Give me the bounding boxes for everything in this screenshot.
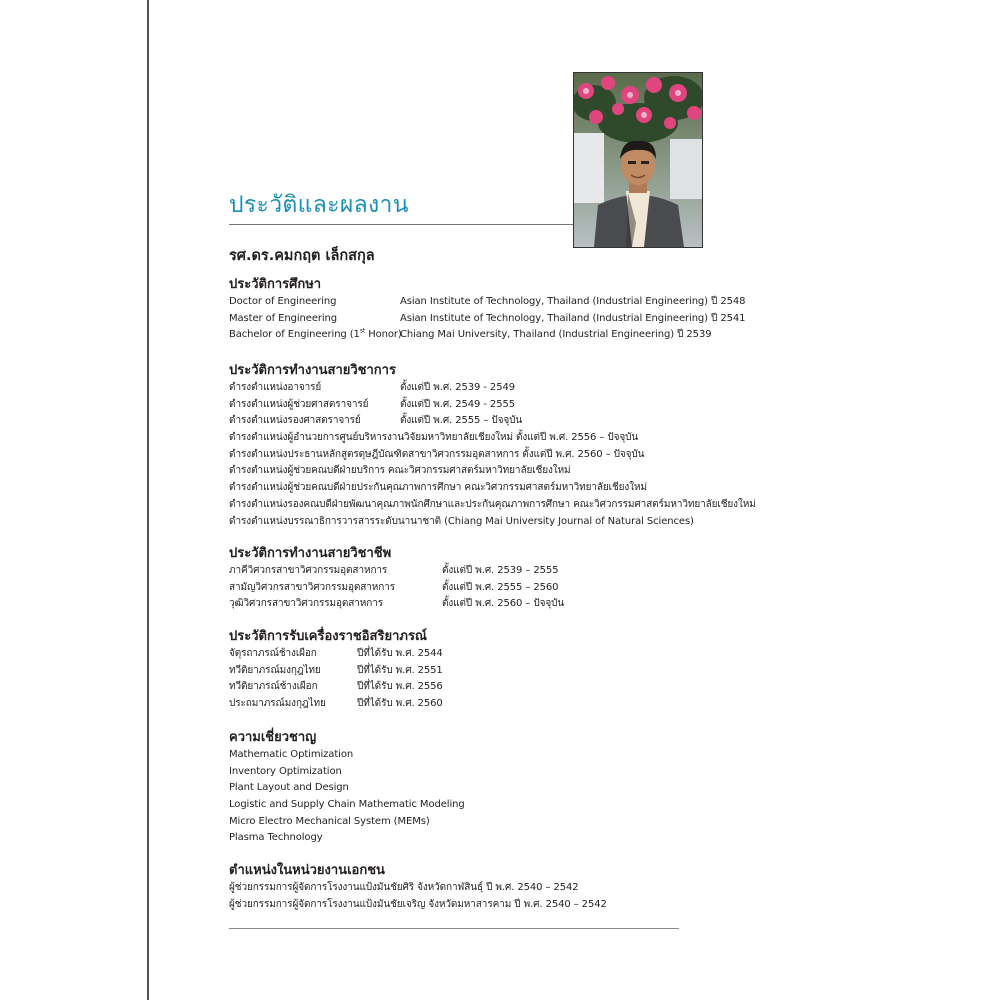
decoration-row [229,679,443,696]
degree: Doctor of Engineering [229,296,337,307]
expertise-item: Inventory Optimization [229,765,342,777]
degree: Master of Engineering [229,312,338,324]
institution: Chiang Mai University, Thailand (Industrial Engineering) ปี 2539 [400,329,712,341]
royal-decorations-section [229,628,443,713]
license-level: สามัญวิศวกรสาขาวิศวกรรมอุตสาหการ [229,581,396,593]
page-binding-edge [147,0,149,1000]
private-position-item: ผู้ช่วยกรรมการผู้จัดการโรงงานแป้งมันชัยเจริญ จังหวัดมหาสารคาม ปี พ.ศ. 2540 – 2542 [229,898,607,910]
education-section [229,276,746,344]
academic-career-section [229,362,756,530]
decoration-row [229,696,443,713]
award-year: ปีที่ได้รับ พ.ศ. 2556 [357,681,443,693]
page-title: ประวัติและผลงาน [229,192,409,218]
expertise-heading: ความเชี่ยวชาญ [229,730,317,745]
private-sector-heading: ตำแหน่งในหน่วยงานเอกชน [229,863,385,878]
expertise-item: Plant Layout and Design [229,782,349,794]
person-name: รศ.ดร.คมกฤต เล็กสกุล [229,248,375,264]
academic-line: ดำรงตำแหน่งประธานหลักสูตรดุษฎีบัณฑิตสาขาวิศวกรรมอุตสาหการ ตั้งแต่ปี พ.ศ. 2560 – ปัจจุบัน [229,448,645,460]
institution: Asian Institute of Technology, Thailand (Industrial Engineering) ปี 2541 [400,312,746,324]
academic-line: ดำรงตำแหน่งรองคณบดีฝ่ายพัฒนาคุณภาพนักศึกษาและประกันคุณภาพการศึกษา คณะวิศวกรรมศาสตร์มหาวิทยาลัยเชียงใหม่ [229,498,756,510]
professional-license-row [229,580,559,597]
institution: Asian Institute of Technology, Thailand (Industrial Engineering) ปี 2548 [400,296,746,307]
expertise-item: Mathematic Optimization [229,749,354,760]
position: ดำรงตำแหน่งผู้ช่วยศาสตราจารย์ [229,398,369,410]
portrait-photo [573,72,703,248]
private-sector-section [229,862,607,913]
period: ตั้งแต่ปี พ.ศ. 2539 - 2549 [400,382,515,393]
period: ตั้งแต่ปี พ.ศ. 2555 – 2560 [442,581,559,593]
decoration: จัตุรถาภรณ์ช้างเผือก [229,648,317,659]
title-divider [229,224,573,225]
license-level: วุฒิวิศวกรสาขาวิศวกรรมอุตสาหการ [229,598,384,610]
private-position-item: ผู้ช่วยกรรมการผู้จัดการโรงงานแป้งมันชัยศิริ จังหวัดกาฬสินธุ์ ปี พ.ศ. 2540 – 2542 [229,882,579,893]
award-year: ปีที่ได้รับ พ.ศ. 2551 [357,664,443,676]
bottom-divider [229,928,679,929]
period: ตั้งแต่ปี พ.ศ. 2539 – 2555 [442,565,559,576]
position: ดำรงตำแหน่งรองศาสตราจารย์ [229,415,361,427]
royal-decorations-heading: ประวัติการรับเครื่องราชอิสริยาภรณ์ [229,629,427,644]
expertise-item: Plasma Technology [229,832,323,844]
academic-position-row [229,413,756,430]
period: ตั้งแต่ปี พ.ศ. 2555 – ปัจจุบัน [400,415,523,427]
academic-line: ดำรงตำแหน่งบรรณาธิการวารสารระดับนานาชาติ (Chiang Mai University Journal of Natural Sciences) [229,515,694,527]
academic-position-row [229,380,756,397]
decoration-row [229,646,443,663]
position: ดำรงตำแหน่งอาจารย์ [229,382,322,393]
professional-career-heading: ประวัติการทำงานสายวิชาชีพ [229,546,392,561]
professional-career-section [229,545,565,613]
decoration: ประถมาภรณ์มงกุฎไทย [229,698,326,710]
decoration: ทวีติยาภรณ์ช้างเผือก [229,681,318,693]
academic-line: ดำรงตำแหน่งผู้ช่วยคณบดีฝ่ายประกันคุณภาพการศึกษา คณะวิศวกรรมศาสตร์มหาวิทยาลัยเชียงใหม่ [229,482,647,494]
expertise-item: Micro Electro Mechanical System (MEMs) [229,815,430,827]
period: ตั้งแต่ปี พ.ศ. 2560 – ปัจจุบัน [442,598,565,610]
expertise-item: Logistic and Supply Chain Mathematic Modeling [229,799,465,811]
professional-license-row [229,563,559,580]
decoration-row [229,663,443,680]
education-row [229,327,712,344]
decoration: ทวีติยาภรณ์มงกุฎไทย [229,664,321,676]
academic-line: ดำรงตำแหน่งผู้อำนวยการศูนย์บริหารงานวิจัยมหาวิทยาลัยเชียงใหม่ ตั้งแต่ปี พ.ศ. 2556 – ปัจจุบัน [229,432,639,444]
expertise-section [229,729,465,847]
award-year: ปีที่ได้รับ พ.ศ. 2560 [357,698,443,710]
award-year: ปีที่ได้รับ พ.ศ. 2544 [357,648,443,659]
academic-position-row [229,397,756,414]
education-row [229,311,746,328]
education-row [229,294,746,311]
academic-line: ดำรงตำแหน่งผู้ช่วยคณบดีฝ่ายบริการ คณะวิศวกรรมศาสตร์มหาวิทยาลัยเชียงใหม่ [229,465,571,477]
license-level: ภาคีวิศวกรสาขาวิศวกรรมอุตสาหการ [229,565,388,576]
period: ตั้งแต่ปี พ.ศ. 2549 - 2555 [400,398,515,410]
education-heading: ประวัติการศึกษา [229,277,322,292]
degree: Bachelor of Engineering (1st Honor) [229,328,402,341]
professional-license-row [229,596,565,613]
academic-career-heading: ประวัติการทำงานสายวิชาการ [229,363,396,378]
